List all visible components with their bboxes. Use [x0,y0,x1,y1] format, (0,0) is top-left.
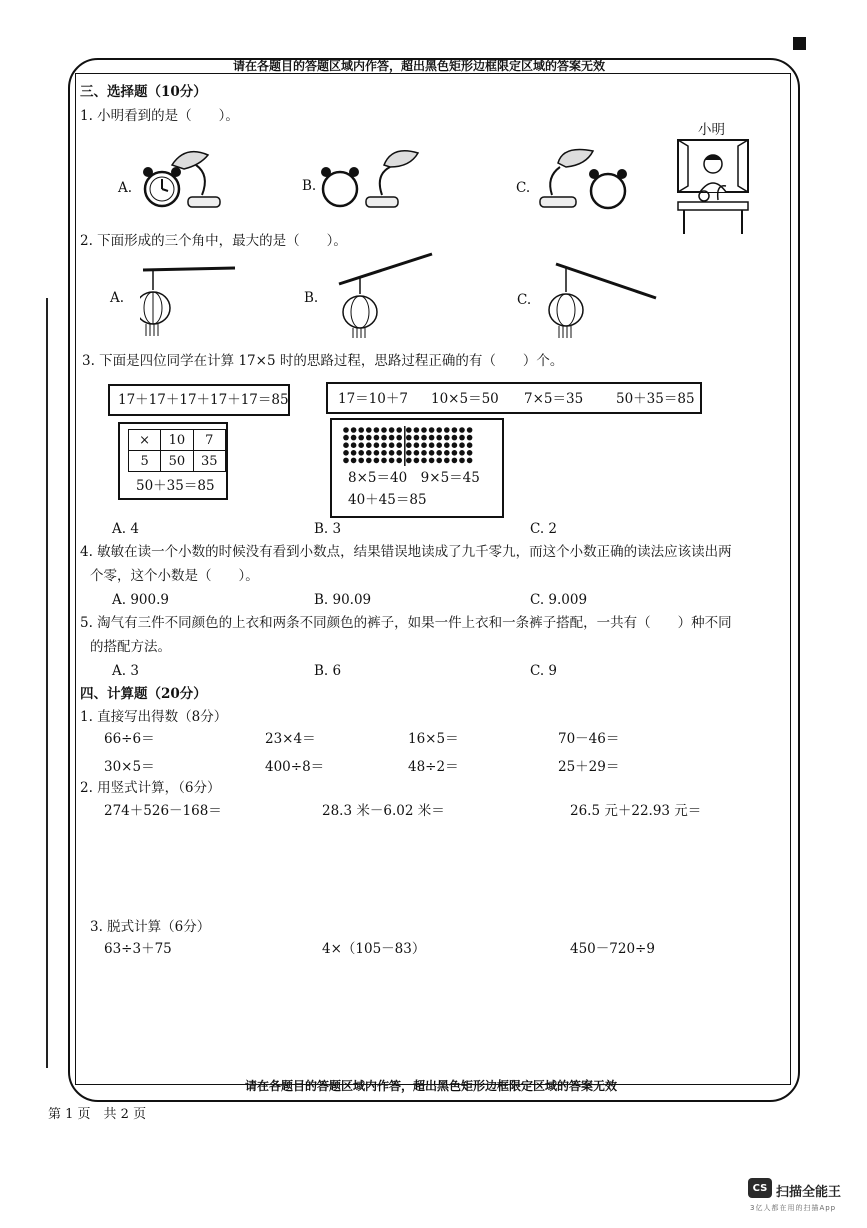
q1-option-c-image [538,145,633,215]
array-dot [421,427,427,433]
q2-option-b: B. [304,290,319,306]
array-dot [406,450,412,456]
q1-option-a: A. [118,180,133,196]
q2-option-c: C. [517,292,532,308]
p1-item: 70－46＝ [558,731,620,747]
array-dot [366,442,372,448]
array-dot [467,450,473,456]
array-dot [358,450,364,456]
q3-method-2-step-4: 50＋35＝85 [616,391,695,407]
q3-method-1: 17＋17＋17＋17＋17＝85 [118,392,289,408]
p2-item: 28.3 米－6.02 米＝ [322,803,445,819]
array-dot [467,442,473,448]
array-dot [389,450,395,456]
q3-method-4-box [330,418,504,518]
array-dot [452,458,458,464]
array-dot [436,435,442,441]
p3-item: 4×（105－83） [322,941,426,957]
q4-option-c: C. 9.009 [530,592,588,608]
array-dot [421,458,427,464]
p2-title: 2. 用竖式计算，（6分） [80,780,221,796]
q1-figure-label: 小明 [698,122,725,138]
array-dot [381,442,387,448]
array-dot [406,458,412,464]
q4-option-b: B. 90.09 [314,592,372,608]
array-dot [396,458,402,464]
page-info: 第 1 页 共 2 页 [48,1107,147,1122]
p1-item: 16×5＝ [408,731,459,747]
section3-title: 三、选择题（10分） [80,84,207,100]
array-dot [351,450,357,456]
array-dot [467,458,473,464]
q5-option-c: C. 9 [530,663,558,679]
q3-dots-line-2: 40＋45＝85 [348,492,427,508]
array-dot [444,435,450,441]
section4-title: 四、计算题（20分） [80,686,207,702]
q3-option-b: B. 3 [314,521,342,537]
array-dot [459,435,465,441]
array-dot [343,435,349,441]
notice-bottom: 请在各题目的答题区域内作答，超出黑色矩形边框限定区域的答案无效 [245,1079,618,1093]
q3-method-2-step-1: 17＝10＋7 [338,391,408,407]
table-cell: 7 [193,430,225,451]
array-dot [459,427,465,433]
q2-option-c-lantern [540,260,660,342]
array-dot [343,450,349,456]
table-cell: 5 [129,451,161,472]
array-dot [381,458,387,464]
p2-item: 274＋526－168＝ [104,803,222,819]
array-dot [351,442,357,448]
q2-option-b-lantern [336,250,436,340]
q2-option-a: A. [110,290,125,306]
q3-dots-line-1: 8×5＝40 9×5＝45 [348,470,480,486]
array-dot [444,442,450,448]
array-dot [358,427,364,433]
p1-title: 1. 直接写出得数（8分） [80,709,228,725]
array-dot [351,427,357,433]
array-dot [351,458,357,464]
q3-text: 3. 下面是四位同学在计算 17×5 时的思路过程，思路过程正确的有（ ）个。 [82,353,564,369]
registration-mark [793,37,806,50]
scanner-logo: CS [748,1178,772,1198]
p1-item: 400÷8＝ [265,759,325,775]
scanner-tagline: 3亿人都在用的扫描App [750,1204,837,1212]
array-dot [351,435,357,441]
q3-method-1-box [108,384,290,416]
array-dot [389,442,395,448]
array-dot [414,450,420,456]
q1-boy-at-window-image [672,138,754,238]
array-dot [421,442,427,448]
q3-method-3-box [118,422,228,500]
q1-option-a-image [140,145,230,215]
array-dot [381,427,387,433]
array-dot [374,442,380,448]
array-dot [414,458,420,464]
q4-line-1: 4. 敏敏在读一个小数的时候没有看到小数点，结果错误地读成了九千零九，而这个小数正确的读法应该读出两 [80,544,732,560]
p1-item: 23×4＝ [265,731,316,747]
array-dot [374,427,380,433]
array-dot [366,450,372,456]
array-dot [374,450,380,456]
array-dot [429,450,435,456]
array-dot [429,435,435,441]
array-dot [444,458,450,464]
q3-option-a: A. 4 [112,521,139,537]
array-dot [374,458,380,464]
array-dot [389,427,395,433]
q3-table-result: 50＋35＝85 [136,478,215,494]
p3-item: 63÷3＋75 [104,941,172,957]
array-dot [366,458,372,464]
p1-item: 48÷2＝ [408,759,459,775]
q1-option-c: C. [516,180,531,196]
array-dot [429,427,435,433]
array-dot [406,435,412,441]
q5-line-1: 5. 淘气有三件不同颜色的上衣和两条不同颜色的裤子，如果一件上衣和一条裤子搭配，一共有（ ）种不同 [80,615,732,631]
array-dot [414,427,420,433]
array-dot [452,427,458,433]
array-dot [459,442,465,448]
array-dot [444,427,450,433]
array-dot [414,435,420,441]
q3-method-2-step-3: 7×5＝35 [524,391,584,407]
p1-item: 25＋29＝ [558,759,620,775]
array-dot [343,427,349,433]
table-cell: 35 [193,451,225,472]
array-dot [343,458,349,464]
array-dot [436,450,442,456]
q3-method-2-box [326,382,702,414]
table-cell: × [129,430,161,451]
array-dot [374,435,380,441]
p3-item: 450－720÷9 [570,941,655,957]
q4-option-a: A. 900.9 [112,592,169,608]
array-dot [381,450,387,456]
margin-line [46,298,48,1068]
array-dot [381,435,387,441]
array-dot [421,450,427,456]
array-dot [452,450,458,456]
q1-text: 1. 小明看到的是（ ）。 [80,108,239,124]
p3-title: 3. 脱式计算（6分） [90,919,211,935]
array-dot [459,450,465,456]
table-cell: 50 [161,451,193,472]
array-dot [366,435,372,441]
array-dot [429,458,435,464]
notice-top: 请在各题目的答题区域内作答，超出黑色矩形边框限定区域的答案无效 [233,59,606,73]
array-dot [436,442,442,448]
array-dot [358,458,364,464]
p2-item: 26.5 元＋22.93 元＝ [570,803,702,819]
array-dot [429,442,435,448]
array-dot [467,427,473,433]
q5-option-a: A. 3 [112,663,139,679]
array-dot [389,458,395,464]
array-dot [436,458,442,464]
array-dot [358,442,364,448]
q5-option-b: B. 6 [314,663,342,679]
array-dot [396,427,402,433]
array-dot [452,442,458,448]
q3-option-c: C. 2 [530,521,558,537]
q2-option-a-lantern [140,262,240,340]
q3-method-2-step-2: 10×5＝50 [431,391,499,407]
q2-text: 2. 下面形成的三个角中，最大的是（ ）。 [80,233,347,249]
q3-multiplication-table [128,429,226,472]
array-dot [406,442,412,448]
array-dot [414,442,420,448]
array-dot [389,435,395,441]
table-cell: 10 [161,430,193,451]
q4-line-2: 个零，这个小数是（ ）。 [90,568,259,584]
array-dot [406,427,412,433]
q1-option-b: B. [302,178,317,194]
array-dot [366,427,372,433]
array-dot [459,458,465,464]
array-dot [436,427,442,433]
scanner-name: 扫描全能王 [776,1185,842,1200]
array-dot [421,435,427,441]
array-dot [343,442,349,448]
p1-item: 66÷6＝ [104,731,155,747]
array-dot [396,442,402,448]
array-dot [396,435,402,441]
array-dot [444,450,450,456]
p1-item: 30×5＝ [104,759,155,775]
q3-dot-array [342,426,492,466]
array-dot [452,435,458,441]
array-dot [396,450,402,456]
array-dot [358,435,364,441]
q1-option-b-image [320,145,420,215]
q5-line-2: 的搭配方法。 [90,639,171,655]
array-dot [467,435,473,441]
